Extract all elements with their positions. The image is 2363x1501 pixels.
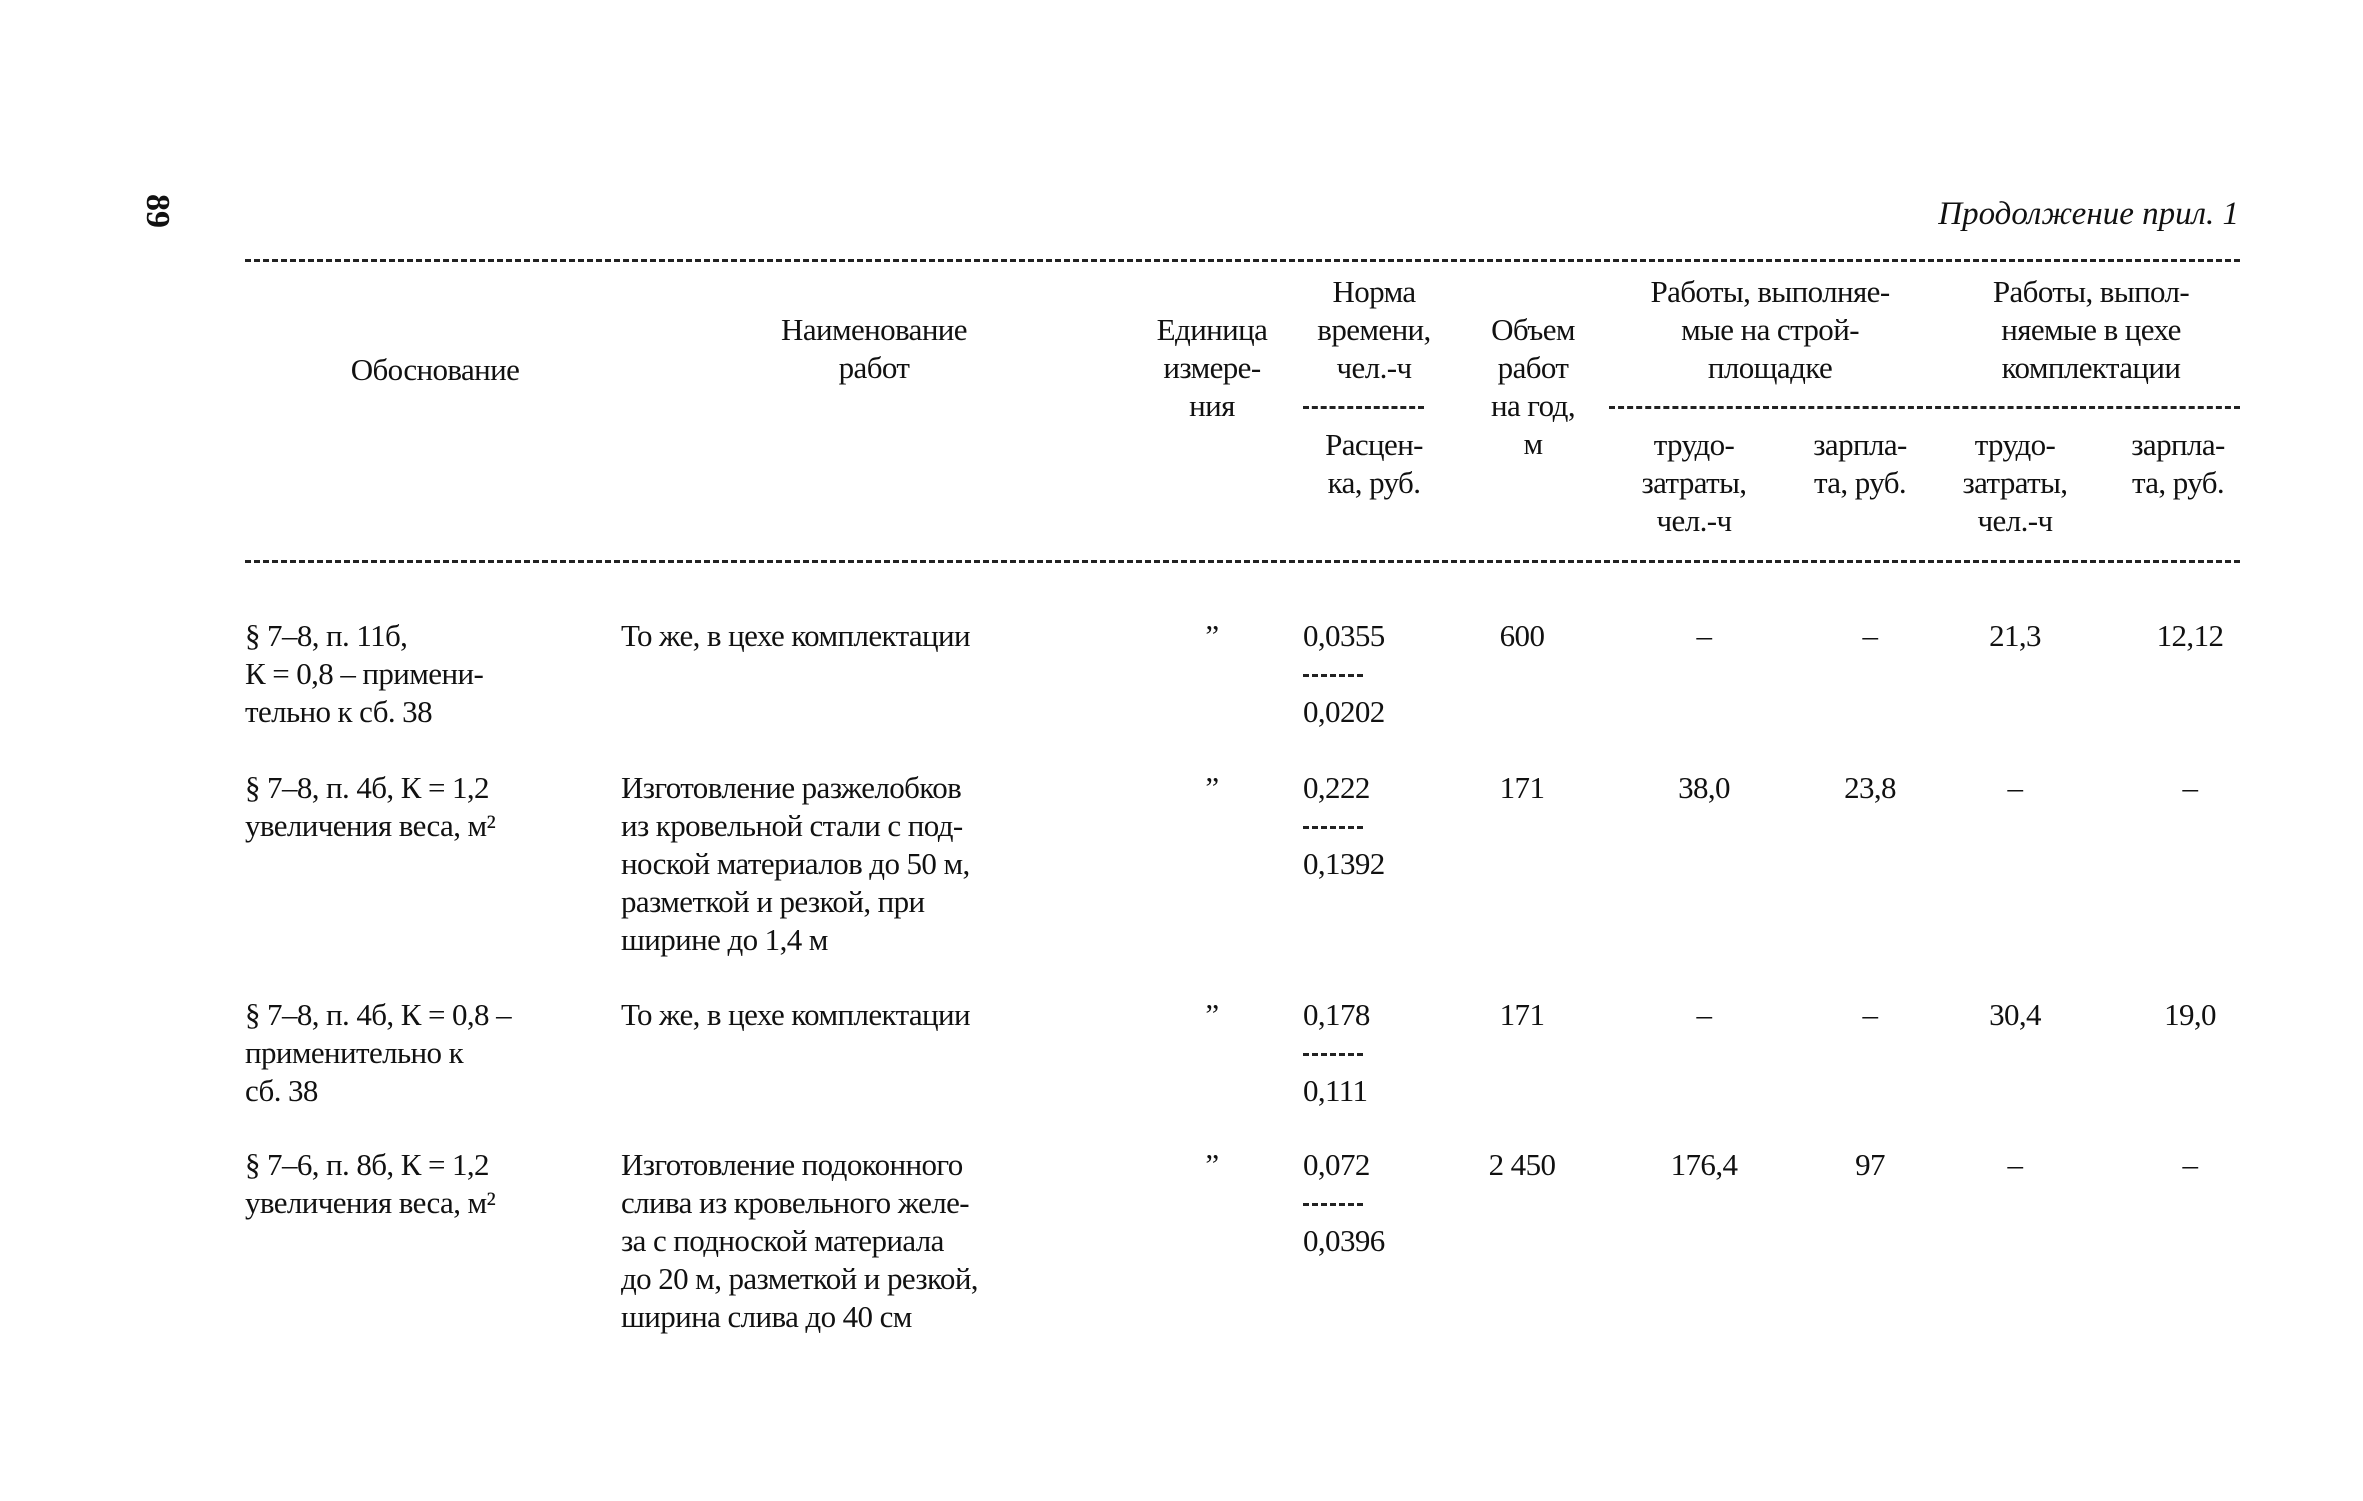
header-norm: Норма времени, чел.-ч: [1317, 274, 1431, 385]
row-shop-labor: –: [2007, 1147, 2023, 1182]
row-name: Изготовление подоконного слива из кровельного желе- за с подноской материала до 20 м, разметкой и резкой, ширина слива до 40 см: [621, 1147, 978, 1334]
norm-divider: [1303, 406, 1424, 409]
header-shop-labor: трудо- затраты, чел.-ч: [1962, 427, 2068, 538]
row-shop-labor: –: [2007, 770, 2023, 805]
header-name: Наименование работ: [781, 312, 967, 385]
row-rate: 0,1392: [1303, 846, 1385, 881]
header-rate: Расцен- ка, руб.: [1325, 427, 1423, 500]
row-volume: 171: [1499, 997, 1545, 1032]
row-norm: 0,222: [1303, 770, 1370, 805]
row-basis: § 7–8, п. 4б, К = 1,2 увеличения веса, м²: [245, 770, 496, 843]
row-site-labor: –: [1696, 618, 1712, 653]
row-basis: § 7–8, п. 11б, К = 0,8 – примени- тельно к сб. 38: [245, 618, 484, 729]
row-basis: § 7–8, п. 4б, К = 0,8 – применительно к сб. 38: [245, 997, 511, 1108]
row-site-wage: –: [1862, 618, 1878, 653]
fraction-divider: [1303, 826, 1363, 829]
header-bottom-rule: [245, 560, 2240, 563]
row-site-wage: 97: [1855, 1147, 1885, 1182]
fraction-divider: [1303, 674, 1363, 677]
row-norm: 0,072: [1303, 1147, 1370, 1182]
header-site-group: Работы, выполняе- мые на строй- площадке: [1650, 274, 1890, 385]
row-name: То же, в цехе комплектации: [621, 997, 971, 1032]
row-norm: 0,178: [1303, 997, 1370, 1032]
header-shop-wage: зарпла- та, руб.: [2131, 427, 2225, 500]
row-shop-labor: 30,4: [1989, 997, 2041, 1032]
row-volume: 600: [1499, 618, 1545, 653]
row-unit: ”: [1205, 1147, 1219, 1182]
table-top-rule: [245, 259, 2240, 262]
row-shop-wage: 12,12: [2156, 618, 2224, 653]
fraction-divider: [1303, 1203, 1363, 1206]
continuation-caption: Продолжение прил. 1: [1938, 196, 2239, 232]
header-site-wage: зарпла- та, руб.: [1813, 427, 1907, 500]
row-rate: 0,111: [1303, 1073, 1368, 1108]
row-shop-wage: –: [2182, 1147, 2198, 1182]
row-shop-wage: –: [2182, 770, 2198, 805]
row-site-wage: –: [1862, 997, 1878, 1032]
row-shop-wage: 19,0: [2164, 997, 2216, 1032]
row-site-labor: 176,4: [1670, 1147, 1738, 1182]
group-divider: [1609, 406, 2240, 409]
header-volume: Объем работ на год, м: [1491, 312, 1575, 461]
row-volume: 2 450: [1488, 1147, 1556, 1182]
row-rate: 0,0396: [1303, 1223, 1385, 1258]
row-name: То же, в цехе комплектации: [621, 618, 971, 653]
row-unit: ”: [1205, 618, 1219, 653]
row-norm: 0,0355: [1303, 618, 1385, 653]
page-number: 89: [139, 194, 176, 228]
fraction-divider: [1303, 1053, 1363, 1056]
row-basis: § 7–6, п. 8б, К = 1,2 увеличения веса, м²: [245, 1147, 496, 1220]
row-name: Изготовление разжелобков из кровельной стали с под- ноской материалов до 50 м, разметкой и резкой, при ширине до 1,4 м: [621, 770, 970, 957]
row-unit: ”: [1205, 997, 1219, 1032]
row-site-labor: –: [1696, 997, 1712, 1032]
row-shop-labor: 21,3: [1989, 618, 2041, 653]
row-site-labor: 38,0: [1678, 770, 1730, 805]
row-volume: 171: [1499, 770, 1545, 805]
row-unit: ”: [1205, 770, 1219, 805]
header-basis: Обоснование: [350, 352, 520, 387]
header-site-labor: трудо- затраты, чел.-ч: [1641, 427, 1747, 538]
row-rate: 0,0202: [1303, 694, 1385, 729]
header-unit: Единица измере- ния: [1156, 312, 1268, 423]
header-shop-group: Работы, выпол- няемые в цехе комплектации: [1992, 274, 2190, 385]
row-site-wage: 23,8: [1844, 770, 1896, 805]
